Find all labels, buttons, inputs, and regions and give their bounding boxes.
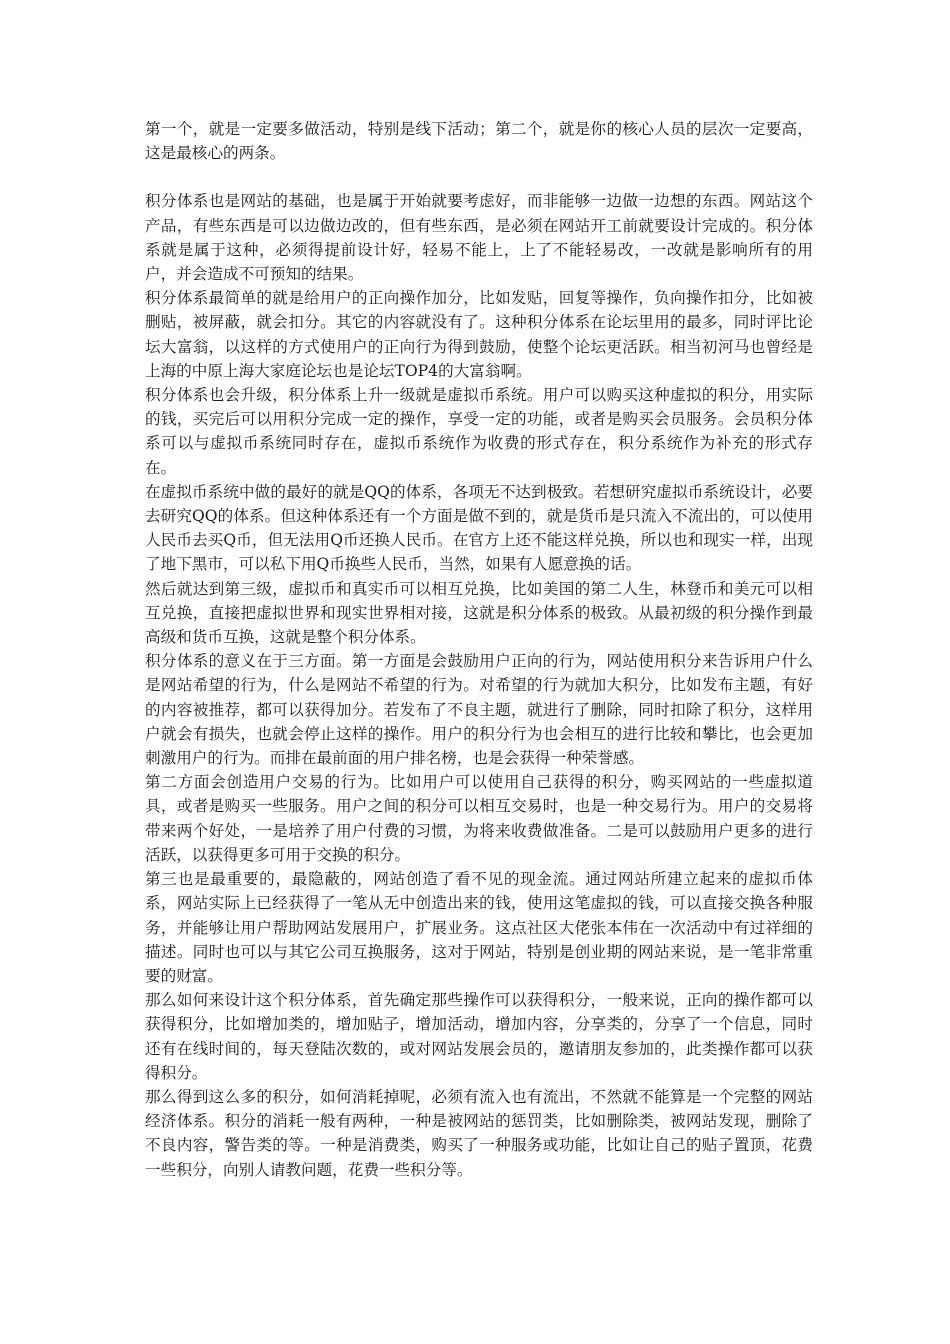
paragraph-2: 积分体系也是网站的基础，也是属于开始就要考虑好，而非能够一边做一边想的东西。网站这个产品，有些东西是可以边做边改的，但有些东西，是必须在网站开工前就要设计完成的。积分体系就是属于这种，必须得提前设计好，轻易不能上，上了不能轻易改，一改就是影响所有的用户，并会造成不可预知的结果。 (145, 192, 813, 284)
paragraph-7: 积分体系的意义在于三方面。第一方面是会鼓励用户正向的行为，网站使用积分来告诉用户什么是网站希望的行为，什么是网站不希望的行为。对希望的行为就加大积分，比如发布主题，有好的内容被推荐，都可以获得加分。若发布了不良主题，就进行了删除，同时扣除了积分，这样用户就会有损失，也就会停止这样的操作。用户的积分行为也会相互的进行比较和攀比，也会更加刺激用户的行为。而排在最前面的用户排名榜，也是会获得一种荣誉感。 (145, 652, 813, 768)
paragraph-1: 第一个，就是一定要多做活动，特别是线下活动；第二个，就是你的核心人员的层次一定要高，这是最核心的两条。 (145, 120, 813, 163)
paragraph-10: 那么如何来设计这个积分体系，首先确定那些操作可以获得积分，一般来说，正向的操作都可以获得积分，比如增加类的，增加贴子，增加活动，增加内容，分享类的，分享了一个信息，同时还有在线时间的，每天登陆次数的，或对网站发展会员的，邀请朋友参加的，此类操作都可以获得积分。 (145, 991, 813, 1082)
paragraph-9: 第三也是最重要的，最隐蔽的，网站创造了看不见的现金流。通过网站所建立起来的虚拟币体系，网站实际上已经获得了一笔从无中创造出来的钱，使用这笔虚拟的钱，可以直接交换各种服务，并能够让用户帮助网站发展用户，扩展业务。这点社区大佬张本伟在一次活动中有过祥细的描述。同时也可以与其它公司互换服务，这对于网站，特别是创业期的网站来说，是一笔非常重要的财富。 (145, 870, 813, 985)
paragraph-8: 第二方面会创造用户交易的行为。比如用户可以使用自己获得的积分，购买网站的一些虚拟道具，或者是购买一些服务。用户之间的积分可以相互交易时，也是一种交易行为。用户的交易将带来两个好处，一是培养了用户付费的习惯，为将来收费做准备。二是可以鼓励用户更多的进行活跃，以获得更多可用于交换的积分。 (145, 773, 813, 864)
paragraph-11: 那么得到这么多的积分，如何消耗掉呢，必须有流入也有流出，不然就不能算是一个完整的网站经济体系。积分的消耗一般有两种，一种是被网站的惩罚类，比如删除类，被网站发现，删除了不良内容，警告类的等。一种是消费类，购买了一种服务或功能，比如让自己的贴子置顶，花费一些积分，向别人请教问题，花费一些积分等。 (145, 1087, 813, 1179)
paragraph-6: 然后就达到第三级，虚拟币和真实币可以相互兑换，比如美国的第二人生，林登币和美元可以相互兑换，直接把虚拟世界和现实世界相对接，这就是积分体系的极致。从最初级的积分操作到最高级和货币互换，这就是整个积分体系。 (145, 579, 813, 647)
paragraph-4: 积分体系也会升级，积分体系上升一级就是虚拟币系统。用户可以购买这种虚拟的积分，用实际的钱，买完后可以用积分完成一定的操作，享受一定的功能，或者是购买会员服务。会员积分体系可以与虚拟币系统同时存在，虚拟币系统作为收费的形式存在，积分系统作为补充的形式存在。 (145, 386, 813, 477)
paragraph-5: 在虚拟币系统中做的最好的就是QQ的体系，各项无不达到极致。若想研究虚拟币系统设计，必要去研究QQ的体系。但这种体系还有一个方面是做不到的，就是货币是只流入不流出的，可以使用人民币去买Q币，但无法用Q币还换人民币。在官方上还不能这样兑换，所以也和现实一样，出现了地下黑市，可以私下用Q币换些人民币，当然，如果有人愿意换的话。 (145, 482, 813, 574)
paragraph-gap (145, 165, 813, 189)
document-body (145, 117, 813, 1182)
paragraph-3: 积分体系最简单的就是给用户的正向操作加分，比如发贴，回复等操作，负向操作扣分，比如被删贴，被屏蔽，就会扣分。其它的内容就没有了。这种积分体系在论坛里用的最多，同时评比论坛大富翁，以这样的方式使用户的正向行为得到鼓励，使整个论坛更活跃。相当初河马也曾经是上海的中原上海大家庭论坛也是论坛TOP4的大富翁啊。 (145, 289, 813, 380)
